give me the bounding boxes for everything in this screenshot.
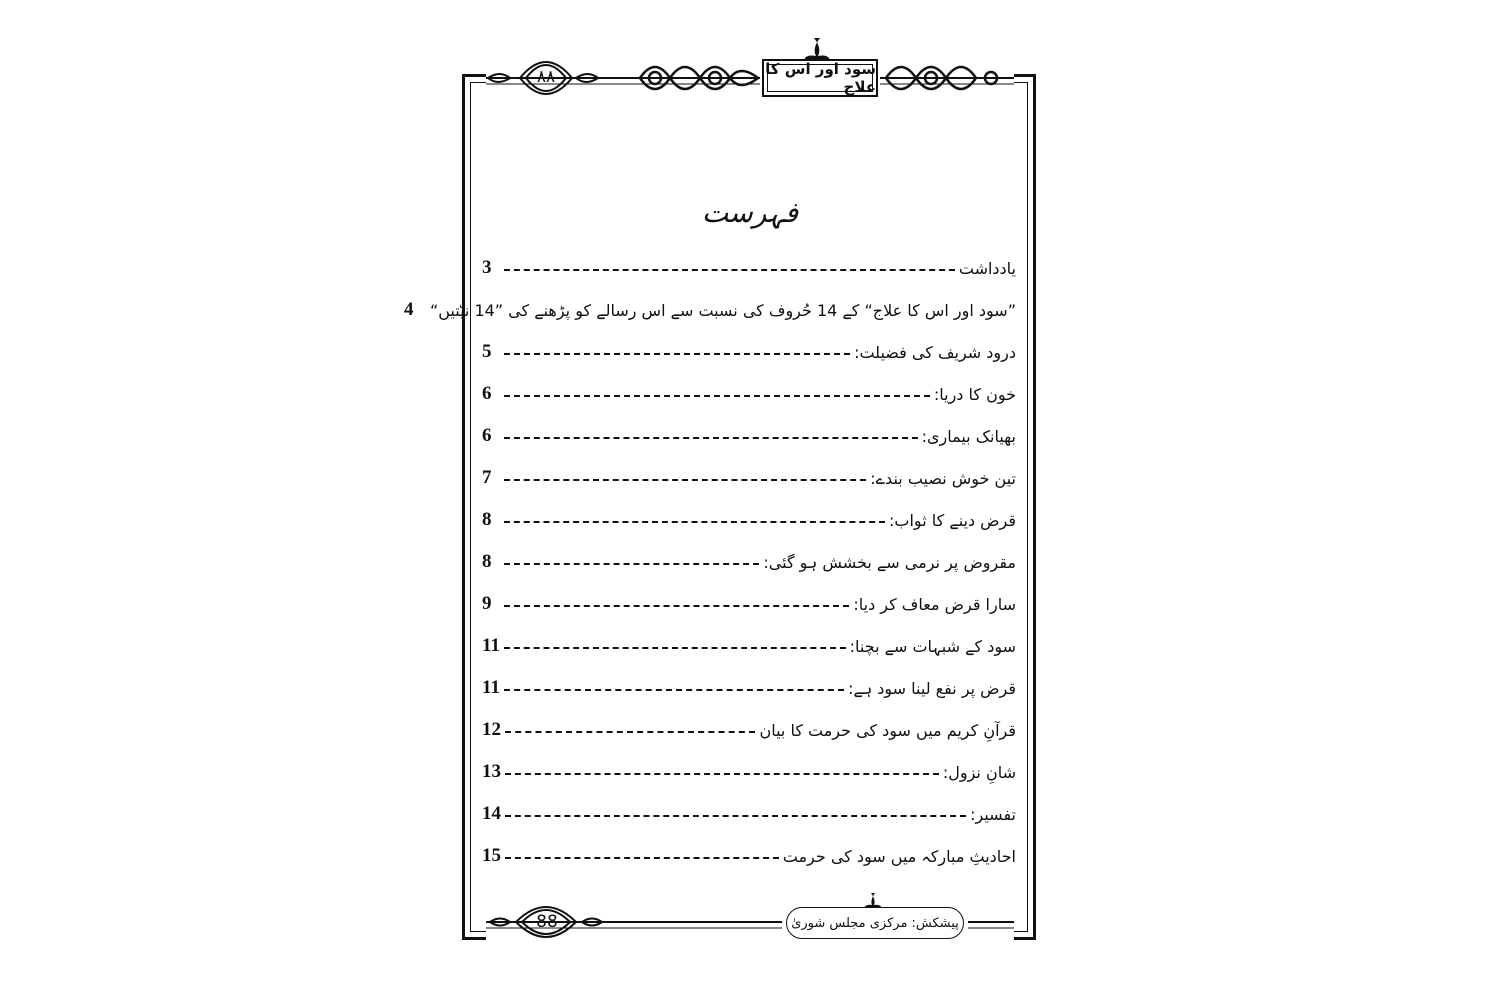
toc-entry-title: بھیانک بیماری: xyxy=(921,426,1016,446)
toc-leader xyxy=(505,731,755,733)
toc-entry-page: 13 xyxy=(482,761,501,782)
toc-entry-page: 7 xyxy=(482,467,492,488)
toc-entry-page: 14 xyxy=(482,803,501,824)
toc-leader xyxy=(504,395,930,397)
book-title: سود اور اس کا علاج xyxy=(762,59,878,97)
toc-row[interactable] xyxy=(482,458,1016,498)
toc-entry-title: درود شریف کی فضیلت: xyxy=(854,342,1016,362)
toc-row[interactable] xyxy=(482,794,1016,834)
toc-leader xyxy=(504,521,885,523)
toc-entry-title: قرض پر نفع لینا سود ہے: xyxy=(848,678,1016,698)
toc-leader xyxy=(504,563,759,565)
toc-entry-title: تین خوش نصیب بندے: xyxy=(870,468,1016,488)
toc-row[interactable] xyxy=(482,668,1016,708)
toc-leader xyxy=(505,773,939,775)
toc-leader xyxy=(504,647,846,649)
toc-row[interactable] xyxy=(482,626,1016,666)
toc-entry-page: 9 xyxy=(482,593,492,614)
toc-row[interactable] xyxy=(482,584,1016,624)
toc-row[interactable] xyxy=(482,374,1016,414)
toc-row[interactable] xyxy=(482,752,1016,792)
toc-entry-title: تفسیر: xyxy=(970,804,1016,824)
toc-row[interactable] xyxy=(403,290,1016,330)
toc-entry-title: قرض دینے کا ثواب: xyxy=(889,510,1016,530)
toc-entry-title: خون کا دریا: xyxy=(933,384,1016,404)
toc-leader xyxy=(504,437,918,439)
toc-leader xyxy=(504,479,866,481)
toc-entry-title: قرآنِ کریم میں سود کی حرمت کا بیان xyxy=(759,720,1016,740)
toc-leader xyxy=(504,353,850,355)
toc-entry-page: 11 xyxy=(482,677,500,698)
toc-entry-page: 12 xyxy=(482,719,501,740)
toc-row[interactable] xyxy=(482,500,1016,540)
toc-entry-page: 3 xyxy=(482,257,492,278)
toc-row[interactable] xyxy=(482,710,1016,750)
toc-leader xyxy=(505,857,779,859)
toc-row[interactable] xyxy=(482,416,1016,456)
toc-leader xyxy=(504,605,849,607)
toc-entry-title: مقروض پر نرمی سے بخشش ہو گئی: xyxy=(763,552,1016,572)
toc-row[interactable] xyxy=(482,248,1016,288)
toc-entry-page: 8 xyxy=(482,509,492,530)
publisher-credit: پیشکش: مرکزی مجلس شوریٰ xyxy=(786,907,964,939)
toc-entry-page: 6 xyxy=(482,383,492,404)
page-number-urdu: ۸۸ xyxy=(536,67,556,87)
toc-entry-page: 6 xyxy=(482,425,492,446)
toc-entry-page: 5 xyxy=(482,341,492,362)
toc-entry-title: یادداشت xyxy=(958,258,1016,278)
toc-leader xyxy=(504,689,844,691)
toc-entry-page: 8 xyxy=(482,551,492,572)
toc-entry-title: ”سود اور اس کا علاج“ کے 14 حُروف کی نسبت سے اس رسالے کو پڑھنے کی ”14 نیّتیں“ xyxy=(429,300,1016,320)
toc-entry-page: 15 xyxy=(482,845,501,866)
toc-entry-title: سود کے شبہات سے بچنا: xyxy=(849,636,1016,656)
toc-leader xyxy=(505,815,966,817)
toc-entry-page: 11 xyxy=(482,635,500,656)
toc-heading: فہرست xyxy=(701,196,799,229)
toc-entry-title: شانِ نزول: xyxy=(942,762,1016,782)
toc-entry-page: 4 xyxy=(403,299,414,320)
toc-row[interactable] xyxy=(482,836,1016,876)
page-number: 88 xyxy=(536,912,558,932)
toc-entry-title: احادیثِ مبارکہ میں سود کی حرمت xyxy=(782,846,1016,866)
toc-row[interactable] xyxy=(482,542,1016,582)
toc-entry-title: سارا قرض معاف کر دیا: xyxy=(853,594,1016,614)
toc-leader xyxy=(504,269,955,271)
toc-row[interactable] xyxy=(482,332,1016,372)
